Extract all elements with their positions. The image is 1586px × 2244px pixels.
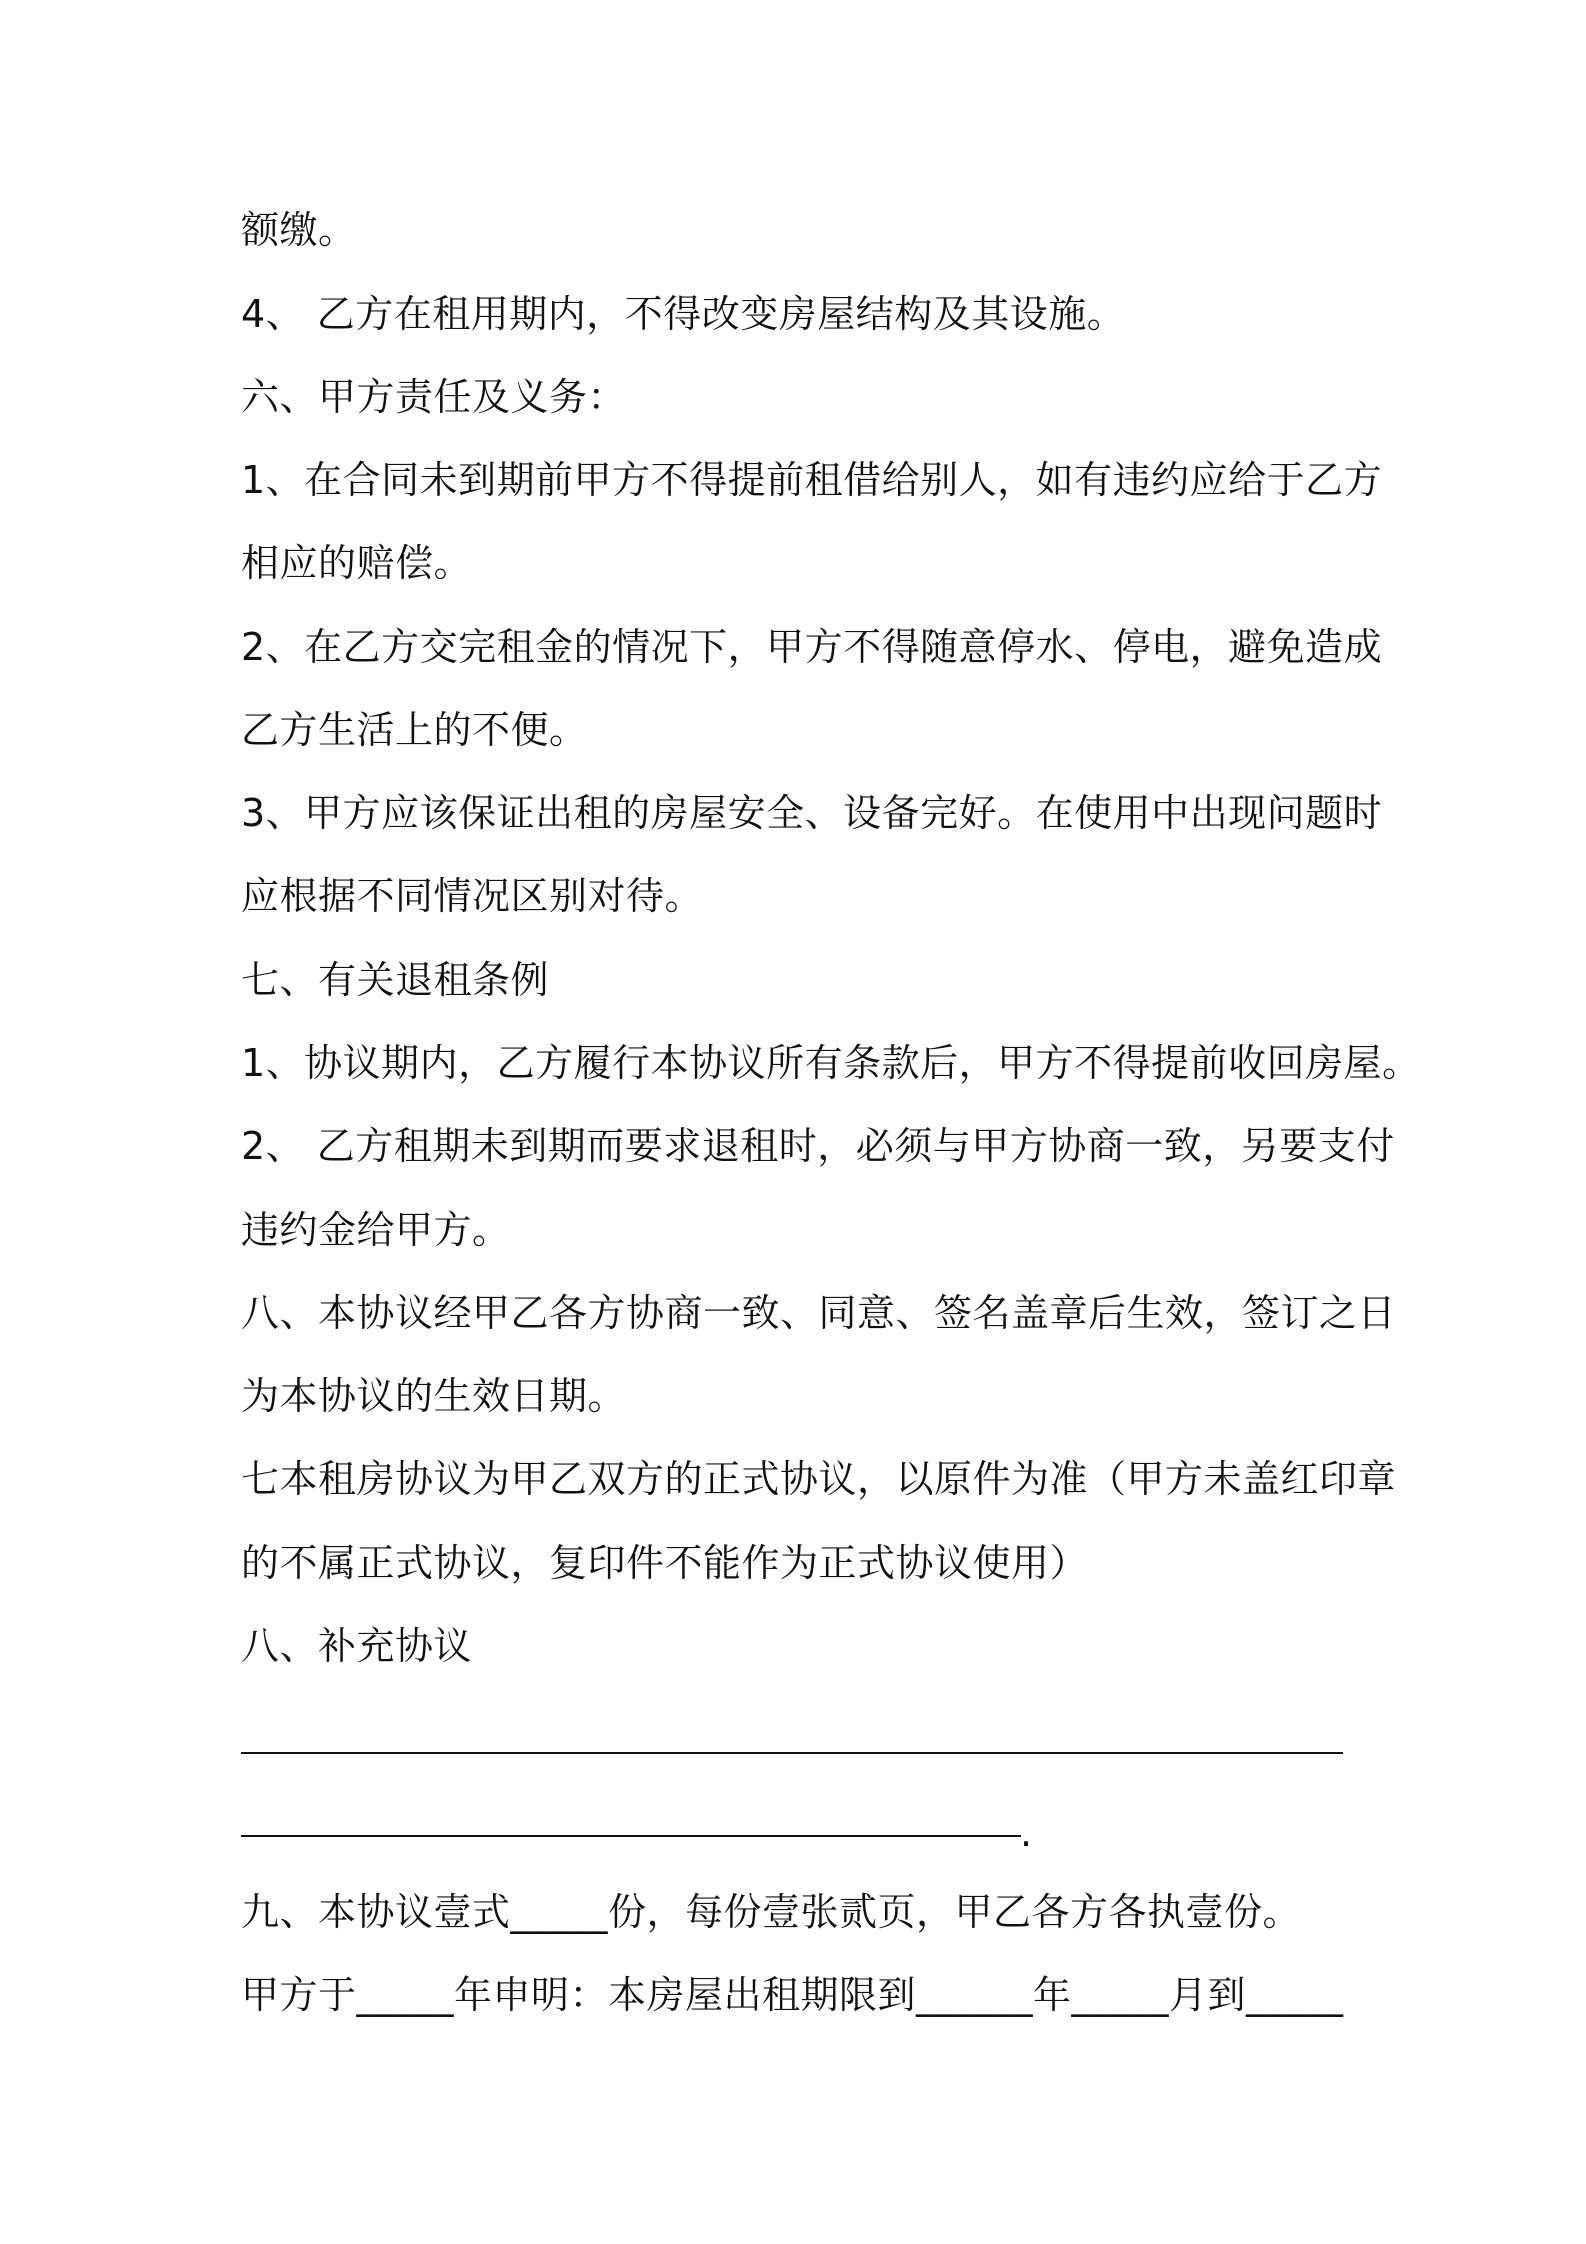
- section-heading-supplement: 八、补充协议: [241, 1624, 473, 1668]
- text-line-11: 1、协议期内，乙方履行本协议所有条款后，甲方不得提前收回房屋。: [241, 1041, 1421, 1085]
- copies-line: 九、本协议壹式_____份，每份壹张贰页，甲乙各方各执壹份。: [241, 1890, 1302, 1934]
- text-line-7: 乙方生活上的不便。: [241, 708, 588, 752]
- text-line-4: 1、在合同未到期前甲方不得提前租借给别人，如有违约应给于乙方: [241, 458, 1383, 502]
- supplement-blank-line-2: [241, 1835, 1021, 1837]
- text-line-8: 3、甲方应该保证出租的房屋安全、设备完好。在使用中出现问题时: [241, 791, 1383, 835]
- text-line-1: 额缴。: [241, 208, 357, 252]
- text-line-6: 2、在乙方交完租金的情况下，甲方不得随意停水、停电，避免造成: [241, 625, 1383, 669]
- text-line-15: 为本协议的生效日期。: [241, 1374, 627, 1418]
- text-line-17: 的不属正式协议，复印件不能作为正式协议使用）: [241, 1541, 1089, 1585]
- text-line-2: 4、 乙方在租用期内，不得改变房屋结构及其设施。: [241, 292, 1126, 336]
- section-heading-6: 六、甲方责任及义务：: [241, 375, 627, 419]
- declaration-line: 甲方于_____年申明：本房屋出租期限到______年_____月到_____: [241, 1973, 1344, 2017]
- text-line-9: 应根据不同情况区别对待。: [241, 874, 704, 918]
- text-line-5: 相应的赔偿。: [241, 541, 473, 585]
- supplement-end-mark: .: [1020, 1811, 1033, 1855]
- text-line-13: 违约金给甲方。: [241, 1208, 511, 1252]
- text-line-14: 八、本协议经甲乙各方协商一致、同意、签名盖章后生效，签订之日: [241, 1291, 1397, 1335]
- supplement-blank-line-1: [241, 1752, 1343, 1754]
- section-heading-7: 七、有关退租条例: [241, 958, 550, 1002]
- text-line-12: 2、 乙方租期未到期而要求退租时，必须与甲方协商一致，另要支付: [241, 1124, 1395, 1168]
- text-line-16: 七本租房协议为甲乙双方的正式协议，以原件为准（甲方未盖红印章: [241, 1457, 1397, 1501]
